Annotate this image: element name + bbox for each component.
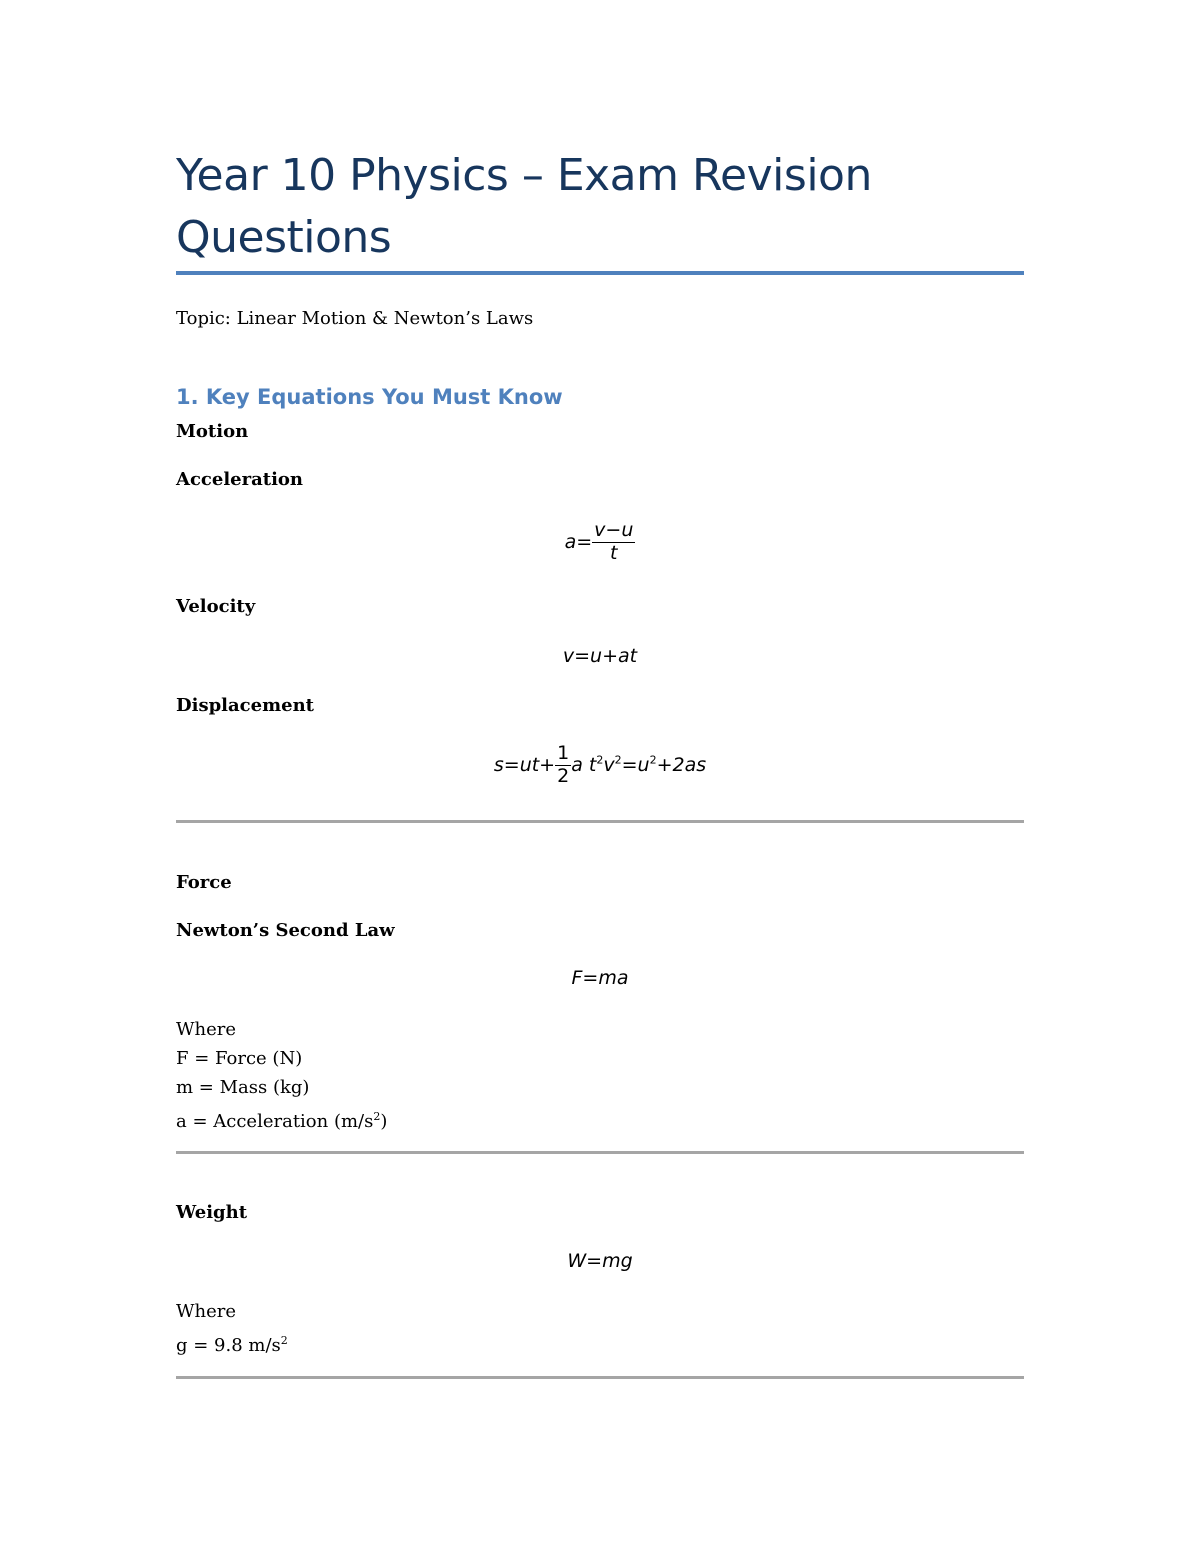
displacement-part3: v xyxy=(603,753,615,776)
topic-line: Topic: Linear Motion & Newton’s Laws xyxy=(176,308,534,329)
velocity-label: Velocity xyxy=(176,596,256,617)
half-numerator: 1 xyxy=(557,742,570,764)
acceleration-definition-close: ) xyxy=(380,1111,388,1132)
title-underline xyxy=(176,271,1024,275)
displacement-part5: +2as xyxy=(656,753,707,776)
section-heading-key-equations: 1. Key Equations You Must Know xyxy=(176,385,563,409)
horizontal-rule xyxy=(176,1376,1024,1379)
motion-heading: Motion xyxy=(176,421,249,442)
half-fraction xyxy=(555,743,571,788)
acceleration-denominator: t xyxy=(610,541,618,564)
displacement-equation xyxy=(0,743,1200,788)
superscript-2: 2 xyxy=(649,753,657,767)
displacement-label: Displacement xyxy=(176,695,314,716)
acceleration-equation xyxy=(0,520,1200,565)
acceleration-label: Acceleration xyxy=(176,469,304,490)
where-label: Where xyxy=(176,1301,237,1322)
force-heading: Force xyxy=(176,872,232,893)
superscript-2: 2 xyxy=(280,1334,288,1347)
acceleration-fraction xyxy=(592,520,635,565)
acceleration-numerator: v−u xyxy=(594,519,634,541)
acceleration-lhs: a= xyxy=(564,530,593,553)
gravity-definition-text: g = 9.8 m/s xyxy=(176,1335,281,1356)
where-label: Where xyxy=(176,1019,237,1040)
displacement-part1: s=ut+ xyxy=(493,753,556,776)
acceleration-definition xyxy=(176,1102,387,1136)
half-denominator: 2 xyxy=(557,764,570,787)
force-definitions xyxy=(176,1015,387,1136)
horizontal-rule xyxy=(176,1151,1024,1154)
force-definition: F = Force (N) xyxy=(176,1048,303,1069)
superscript-2: 2 xyxy=(373,1110,381,1123)
weight-definitions xyxy=(176,1297,288,1360)
gravity-definition xyxy=(176,1326,288,1360)
displacement-part2: a t xyxy=(571,753,597,776)
displacement-part4: =u xyxy=(621,753,650,776)
superscript-2: 2 xyxy=(614,753,622,767)
weight-label: Weight xyxy=(176,1202,248,1223)
weight-equation: W=mg xyxy=(567,1250,633,1272)
page-title: Year 10 Physics – Exam Revision Questions xyxy=(176,150,872,263)
mass-definition: m = Mass (kg) xyxy=(176,1077,310,1098)
horizontal-rule xyxy=(176,820,1024,823)
newtons-second-law-label: Newton’s Second Law xyxy=(176,920,395,941)
acceleration-definition-text: a = Acceleration (m/s xyxy=(176,1111,374,1132)
superscript-2: 2 xyxy=(596,753,604,767)
force-equation: F=ma xyxy=(571,967,629,989)
velocity-equation: v=u+at xyxy=(562,645,638,667)
